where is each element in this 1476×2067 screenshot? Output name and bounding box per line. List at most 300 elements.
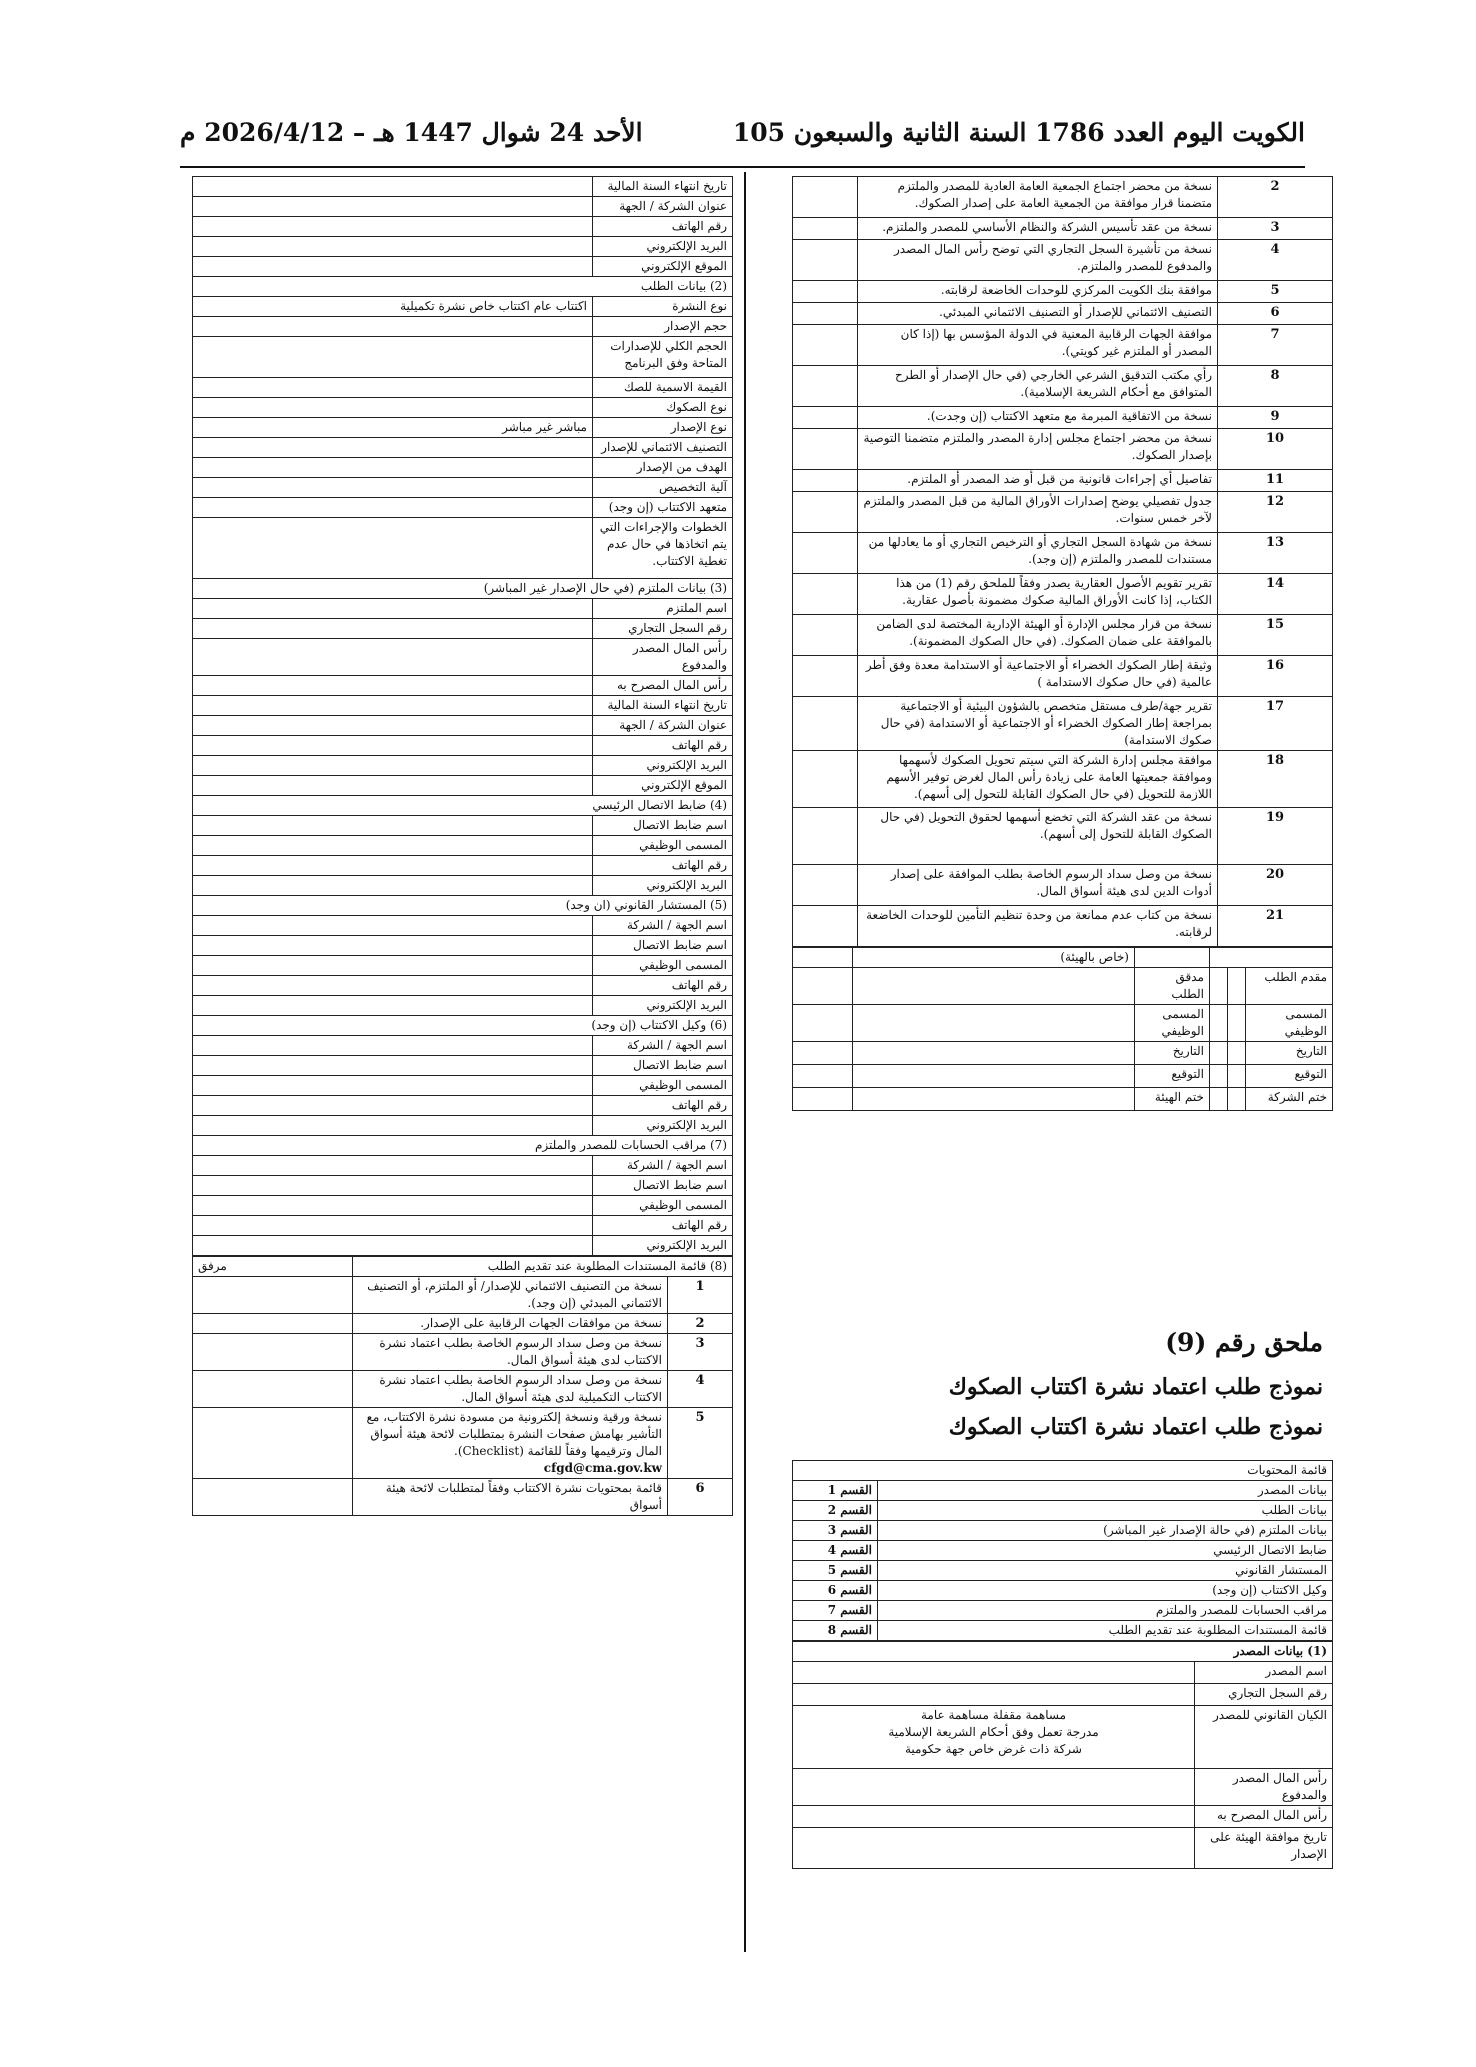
- docs8-row: [192, 1371, 732, 1408]
- form-value[interactable]: [193, 756, 593, 776]
- docs8-text: [352, 1371, 667, 1408]
- doc-text: نسخة من محضر اجتماع مجلس إدارة المصدر والملتزم متضمنا التوصية بإصدار الصكوك.: [858, 429, 1218, 470]
- header-rule: [180, 166, 1305, 168]
- docs8-header: (8) قائمة المستندات المطلوبة عند تقديم الطلب: [352, 1257, 732, 1277]
- form-row: [193, 197, 733, 217]
- sign-box: [1209, 1088, 1227, 1111]
- section-row: [193, 277, 733, 297]
- left-form: [193, 176, 733, 1516]
- form-value[interactable]: [193, 676, 593, 696]
- form-row: [193, 498, 733, 518]
- form-label: رأس المال المصرح به: [593, 676, 733, 696]
- doc-text: نسخة من وصل سداد الرسوم الخاصة بطلب الموافقة على إصدار أدوات الدين لدى هيئة أسواق المال.: [858, 865, 1218, 906]
- doc-number: 20: [1218, 865, 1333, 906]
- authority-label: التوقيع: [1134, 1065, 1209, 1088]
- authority-value: [852, 1042, 1134, 1065]
- doc-row: [793, 218, 1333, 240]
- doc-number: 5: [1218, 281, 1333, 303]
- form-label: البريد الإلكتروني: [593, 1116, 733, 1136]
- doc-number: 19: [1218, 808, 1333, 865]
- form-value[interactable]: [193, 438, 593, 458]
- contents-row: [793, 1601, 1333, 1621]
- section-label: (5) المستشار القانوني (ان وجد): [193, 896, 733, 916]
- form-value[interactable]: [193, 1216, 593, 1236]
- form-label: الحجم الكلي للإصدارات المتاحة وفق البرنامج: [593, 337, 733, 378]
- sign-spacer: [792, 948, 852, 968]
- left-form-table: [192, 176, 733, 1256]
- contents-row: [793, 1521, 1333, 1541]
- form-label: المسمى الوظيفي: [593, 836, 733, 856]
- sign-box: [1228, 1065, 1246, 1088]
- form-label: اسم الجهة / الشركة: [593, 1156, 733, 1176]
- issuer-value: [792, 1769, 1194, 1806]
- form-value[interactable]: [193, 1096, 593, 1116]
- form-label: القيمة الاسمية للصك: [593, 378, 733, 398]
- doc-number: 6: [1218, 303, 1333, 325]
- form-row: [193, 317, 733, 337]
- contents-section: القسم 3: [793, 1521, 878, 1541]
- contents-label: بيانات الطلب: [878, 1501, 1333, 1521]
- doc-row: [793, 407, 1333, 429]
- doc-text: التصنيف الائتماني للإصدار أو التصنيف الائتماني المبدئي.: [858, 303, 1218, 325]
- doc-attach-cell: [793, 808, 858, 865]
- doc-text: نسخة من قرار مجلس الإدارة أو الهيئة الإدارية المختصة لدى الضامن بالموافقة على ضمان الصكوك. (في حال الصكوك المضمونة).: [858, 615, 1218, 656]
- form-label: البريد الإلكتروني: [593, 237, 733, 257]
- form-label: الموقع الإلكتروني: [593, 776, 733, 796]
- docs8-number: 6: [668, 1479, 733, 1516]
- form-label: رقم الهاتف: [593, 736, 733, 756]
- docs8-attach-cell[interactable]: [192, 1314, 352, 1334]
- contents-row: [793, 1481, 1333, 1501]
- contents-label: وكيل الاكتتاب (إن وجد): [878, 1581, 1333, 1601]
- authority-value: [852, 1088, 1134, 1111]
- form-row: [193, 696, 733, 716]
- annex-subtitle-2: نموذج طلب اعتماد نشرة اكتتاب الصكوك: [948, 1414, 1323, 1440]
- docs8-text-body: نسخة من وصل سداد الرسوم الخاصة بطلب اعتماد نشرة الاكتتاب التكميلية لدى هيئة أسواق المال.: [379, 1373, 662, 1404]
- contents-section: القسم 6: [793, 1581, 878, 1601]
- authority-value: [852, 968, 1134, 1005]
- form-row: [193, 1096, 733, 1116]
- form-value[interactable]: مباشر غير مباشر: [193, 418, 593, 438]
- applicant-label: التاريخ: [1246, 1042, 1333, 1065]
- form-row: [193, 378, 733, 398]
- form-label: اسم ضابط الاتصال: [593, 936, 733, 956]
- form-row: [193, 956, 733, 976]
- sign-box: [1228, 1005, 1246, 1042]
- form-label: الهدف من الإصدار: [593, 458, 733, 478]
- form-row: [193, 237, 733, 257]
- form-value[interactable]: [193, 217, 593, 237]
- contents-label: بيانات الملتزم (في حالة الإصدار غير المباشر): [878, 1521, 1333, 1541]
- sign-row: [792, 1042, 1332, 1065]
- form-label: البريد الإلكتروني: [593, 1236, 733, 1256]
- form-row: [193, 599, 733, 619]
- form-label: اسم الجهة / الشركة: [593, 916, 733, 936]
- doc-row: [793, 470, 1333, 492]
- right-docs-table: [792, 176, 1333, 947]
- form-value[interactable]: [193, 619, 593, 639]
- form-row: [193, 776, 733, 796]
- docs8-text: [352, 1334, 667, 1371]
- docs8-row: [192, 1479, 732, 1516]
- doc-number: 11: [1218, 470, 1333, 492]
- doc-row: [793, 865, 1333, 906]
- form-label: متعهد الاكتتاب (إن وجد): [593, 498, 733, 518]
- authority-label: التاريخ: [1134, 1042, 1209, 1065]
- docs8-number: 2: [668, 1314, 733, 1334]
- form-label: تاريخ انتهاء السنة المالية: [593, 696, 733, 716]
- form-row: [193, 337, 733, 378]
- form-row: [193, 1176, 733, 1196]
- issuer-label: رأس المال المصدر والمدفوع: [1195, 1769, 1333, 1806]
- form-row: [193, 438, 733, 458]
- doc-attach-cell: [793, 325, 858, 366]
- sign-box: [1209, 968, 1227, 1005]
- contents-section: القسم 2: [793, 1501, 878, 1521]
- doc-attach-cell: [793, 407, 858, 429]
- doc-number: 12: [1218, 492, 1333, 533]
- form-label: عنوان الشركة / الجهة: [593, 197, 733, 217]
- sign-box: [792, 1088, 852, 1111]
- doc-number: 4: [1218, 240, 1333, 281]
- doc-row: [793, 751, 1333, 808]
- section-label: (4) ضابط الاتصال الرئيسي: [193, 796, 733, 816]
- doc-text: نسخة من محضر اجتماع الجمعية العامة العادية للمصدر والملتزم متضمنا قرار موافقة من الجمعية العامة على إصدار الصكوك.: [858, 177, 1218, 218]
- form-row: [193, 976, 733, 996]
- form-row: [193, 619, 733, 639]
- issuer-value: [792, 1828, 1194, 1869]
- doc-attach-cell: [793, 656, 858, 697]
- form-label: رقم الهاتف: [593, 1216, 733, 1236]
- contents-row: [793, 1581, 1333, 1601]
- form-value[interactable]: [193, 337, 593, 378]
- form-value[interactable]: [193, 816, 593, 836]
- form-value[interactable]: [193, 956, 593, 976]
- doc-row: [793, 492, 1333, 533]
- column-divider: [744, 172, 746, 1952]
- doc-text: جدول تفصيلي يوضح إصدارات الأوراق المالية من قبل المصدر والملتزم لآخر خمس سنوات.: [858, 492, 1218, 533]
- doc-number: 14: [1218, 574, 1333, 615]
- issuer-row: [792, 1706, 1332, 1769]
- contents-label: ضابط الاتصال الرئيسي: [878, 1541, 1333, 1561]
- form-value[interactable]: [193, 836, 593, 856]
- form-value[interactable]: [193, 458, 593, 478]
- contents-header: قائمة المحتويات: [793, 1461, 1333, 1481]
- form-row: [193, 458, 733, 478]
- sign-row: [792, 968, 1332, 1005]
- doc-number: 18: [1218, 751, 1333, 808]
- form-row: [193, 1236, 733, 1256]
- issuer-label: تاريخ موافقة الهيئة على الإصدار: [1195, 1828, 1333, 1869]
- doc-text: وثيقة إطار الصكوك الخضراء أو الاجتماعية أو الاستدامة معدة وفق أطر عالمية (في حال صكوك الاستدامة ): [858, 656, 1218, 697]
- form-row: [193, 257, 733, 277]
- form-label: الخطوات والإجراءات التي يتم اتخاذها في حال عدم تغطية الاكتتاب.: [593, 518, 733, 579]
- doc-number: 21: [1218, 906, 1333, 947]
- form-value[interactable]: [193, 518, 593, 579]
- form-value[interactable]: [193, 257, 593, 277]
- doc-text: نسخة من الاتفاقية المبرمة مع متعهد الاكتتاب (إن وجدت).: [858, 407, 1218, 429]
- form-value[interactable]: [193, 1036, 593, 1056]
- docs8-attach-cell[interactable]: [192, 1408, 352, 1479]
- sign-spacer: [1134, 948, 1209, 968]
- form-value[interactable]: [193, 317, 593, 337]
- form-row: [193, 1036, 733, 1056]
- form-value[interactable]: [193, 856, 593, 876]
- contents-block: [793, 1460, 1333, 1869]
- sign-box: [1209, 1005, 1227, 1042]
- form-value[interactable]: [193, 599, 593, 619]
- sign-box: [1228, 968, 1246, 1005]
- form-label: رقم الهاتف: [593, 856, 733, 876]
- doc-attach-cell: [793, 906, 858, 947]
- doc-row: [793, 574, 1333, 615]
- form-value[interactable]: [193, 1116, 593, 1136]
- doc-attach-cell: [793, 470, 858, 492]
- docs8-attach-cell[interactable]: [192, 1371, 352, 1408]
- doc-text: موافقة مجلس إدارة الشركة التي سيتم تحويل الصكوك لأسهمها وموافقة جمعيتها العامة على زيادة رأس المال لغرض توفير الأسهم اللازمة للتحويل (في حال الصكوك القابلة للتحول إلى أسهم).: [858, 751, 1218, 808]
- section-row: [193, 896, 733, 916]
- form-label: رأس المال المصدر والمدفوع: [593, 639, 733, 676]
- doc-attach-cell: [793, 533, 858, 574]
- issuer-label: اسم المصدر: [1195, 1662, 1333, 1684]
- docs8-row: [192, 1314, 732, 1334]
- section-row: [193, 1136, 733, 1156]
- section-label: (6) وكيل الاكتتاب (إن وجد): [193, 1016, 733, 1036]
- contents-section: القسم 1: [793, 1481, 878, 1501]
- form-label: التصنيف الائتماني للإصدار: [593, 438, 733, 458]
- docs8-text: [352, 1314, 667, 1334]
- annex-subtitle-1: نموذج طلب اعتماد نشرة اكتتاب الصكوك: [948, 1374, 1323, 1400]
- doc-text: موافقة الجهات الرقابية المعنية في الدولة المؤسس بها (إذا كان المصدر أو الملتزم غير كويتي).: [858, 325, 1218, 366]
- form-label: رقم السجل التجاري: [593, 619, 733, 639]
- issuer-row: [792, 1769, 1332, 1806]
- docs8-text: [352, 1277, 667, 1314]
- docs8-number: 1: [668, 1277, 733, 1314]
- form-row: [193, 736, 733, 756]
- form-value[interactable]: [193, 936, 593, 956]
- form-label: البريد الإلكتروني: [593, 756, 733, 776]
- docs8-text-body: نسخة من موافقات الجهات الرقابية على الإصدار.: [420, 1316, 662, 1330]
- form-value[interactable]: [193, 177, 593, 197]
- contents-row: [793, 1541, 1333, 1561]
- doc-row: [793, 366, 1333, 407]
- form-row: [193, 1056, 733, 1076]
- form-label: المسمى الوظيفي: [593, 956, 733, 976]
- form-label: رقم الهاتف: [593, 976, 733, 996]
- docs8-text: [352, 1408, 667, 1479]
- form-value[interactable]: [193, 1236, 593, 1256]
- form-row: [193, 716, 733, 736]
- doc-row: [793, 303, 1333, 325]
- doc-attach-cell: [793, 303, 858, 325]
- issue-date: الأحد 24 شوال 1447 هـ – 2026/4/12 م: [180, 118, 643, 147]
- sign-header-row: [792, 948, 1332, 968]
- form-row: [193, 756, 733, 776]
- applicant-label: التوقيع: [1246, 1065, 1333, 1088]
- form-label: نوع الصكوك: [593, 398, 733, 418]
- form-label: آلية التخصيص: [593, 478, 733, 498]
- doc-row: [793, 429, 1333, 470]
- form-value[interactable]: [193, 398, 593, 418]
- authority-label: ختم الهيئة: [1134, 1088, 1209, 1111]
- issuer-row: [792, 1806, 1332, 1828]
- docs8-number: 3: [668, 1334, 733, 1371]
- form-row: [193, 836, 733, 856]
- doc-row: [793, 325, 1333, 366]
- form-label: اسم ضابط الاتصال: [593, 816, 733, 836]
- form-value[interactable]: [193, 478, 593, 498]
- form-row: [193, 856, 733, 876]
- authority-label: المسمى الوظيفي: [1134, 1005, 1209, 1042]
- doc-attach-cell: [793, 240, 858, 281]
- email-link[interactable]: cfgd@cma.gov.kw: [543, 1461, 662, 1475]
- section-row: [193, 579, 733, 599]
- page-number: 105: [732, 118, 785, 147]
- section-label: (2) بيانات الطلب: [193, 277, 733, 297]
- right-doc-list: [793, 176, 1333, 1111]
- form-label: تاريخ انتهاء السنة المالية: [593, 177, 733, 197]
- docs8-row: [192, 1408, 732, 1479]
- form-value[interactable]: [193, 1056, 593, 1076]
- issuer-label: رأس المال المصرح به: [1195, 1806, 1333, 1828]
- form-value[interactable]: [193, 639, 593, 676]
- doc-number: 13: [1218, 533, 1333, 574]
- docs8-number: 4: [668, 1371, 733, 1408]
- docs8-table: [192, 1256, 733, 1516]
- doc-number: 15: [1218, 615, 1333, 656]
- doc-text: نسخة من عقد تأسيس الشركة والنظام الأساسي للمصدر والملتزم.: [858, 218, 1218, 240]
- docs8-attach-cell[interactable]: [192, 1334, 352, 1371]
- doc-row: [793, 615, 1333, 656]
- form-value[interactable]: [193, 976, 593, 996]
- sign-box: [1228, 1042, 1246, 1065]
- issuer-row: [792, 1828, 1332, 1869]
- doc-number: 7: [1218, 325, 1333, 366]
- contents-label: بيانات المصدر: [878, 1481, 1333, 1501]
- docs8-text-body: نسخة من التصنيف الائتماني للإصدار/ أو الملتزم، أو التصنيف الائتماني المبدئي (إن وجد).: [367, 1279, 662, 1310]
- doc-row: [793, 177, 1333, 218]
- sign-box: [792, 1065, 852, 1088]
- form-value[interactable]: [193, 1156, 593, 1176]
- docs8-number: 5: [668, 1408, 733, 1479]
- doc-attach-cell: [793, 574, 858, 615]
- doc-text: نسخة من شهادة السجل التجاري أو الترخيص التجاري أو ما يعادلها من مستندات للمصدر والملتزم (إن وجد).: [858, 533, 1218, 574]
- doc-attach-cell: [793, 697, 858, 751]
- contents-label: مراقب الحسابات للمصدر والملتزم: [878, 1601, 1333, 1621]
- form-row: [193, 518, 733, 579]
- form-value[interactable]: اكتتاب عام اكتتاب خاص نشرة تكميلية: [193, 297, 593, 317]
- form-row: [193, 478, 733, 498]
- form-value[interactable]: [193, 716, 593, 736]
- form-row: [193, 1076, 733, 1096]
- doc-row: [793, 281, 1333, 303]
- form-label: نوع الإصدار: [593, 418, 733, 438]
- form-value[interactable]: [193, 736, 593, 756]
- section-row: [193, 1016, 733, 1036]
- form-value[interactable]: [193, 1196, 593, 1216]
- applicant-label: ختم الشركة: [1246, 1088, 1333, 1111]
- doc-number: 17: [1218, 697, 1333, 751]
- form-value[interactable]: [193, 776, 593, 796]
- form-value[interactable]: [193, 876, 593, 896]
- doc-text: تقرير جهة/طرف مستقل متخصص بالشؤون البيئية أو الاجتماعية بمراجعة إطار الصكوك الخضراء أو الاجتماعية أو الاستدامة (في حال صكوك الاستدامة): [858, 697, 1218, 751]
- form-row: [193, 297, 733, 317]
- docs8-attach-cell[interactable]: [192, 1479, 352, 1516]
- form-value[interactable]: [193, 696, 593, 716]
- form-row: [193, 816, 733, 836]
- issuer-table: [792, 1641, 1333, 1869]
- form-value[interactable]: [193, 916, 593, 936]
- form-label: عنوان الشركة / الجهة: [593, 716, 733, 736]
- form-row: [193, 639, 733, 676]
- form-row: [193, 1116, 733, 1136]
- doc-text: نسخة من تأشيرة السجل التجاري التي توضح رأس المال المصدر والمدفوع للمصدر والملتزم.: [858, 240, 1218, 281]
- form-row: [193, 177, 733, 197]
- doc-row: [793, 656, 1333, 697]
- contents-label: المستشار القانوني: [878, 1561, 1333, 1581]
- gazette-title: الكويت اليوم العدد 1786 السنة الثانية والسبعون: [793, 118, 1305, 147]
- doc-row: [793, 533, 1333, 574]
- form-label: المسمى الوظيفي: [593, 1196, 733, 1216]
- form-value[interactable]: [193, 197, 593, 217]
- contents-row: [793, 1501, 1333, 1521]
- form-label: اسم الجهة / الشركة: [593, 1036, 733, 1056]
- annex-title: ملحق رقم (9): [1165, 1328, 1323, 1357]
- annex-heading: [793, 1325, 1323, 1447]
- docs8-text: [352, 1479, 667, 1516]
- doc-attach-cell: [793, 429, 858, 470]
- section-row: [193, 796, 733, 816]
- issuer-value: [792, 1806, 1194, 1828]
- issuer-header: (1) بيانات المصدر: [792, 1642, 1332, 1662]
- doc-text: تقرير تقويم الأصول العقارية يصدر وفقاً للملحق رقم (1) من هذا الكتاب، إذا كانت الأوراق المالية صكوك مضمونة بأصول عقارية.: [858, 574, 1218, 615]
- docs8-attach-cell[interactable]: [192, 1277, 352, 1314]
- doc-attach-cell: [793, 177, 858, 218]
- sign-box: [792, 1042, 852, 1065]
- form-value[interactable]: [193, 996, 593, 1016]
- form-value[interactable]: [193, 378, 593, 398]
- doc-number: 8: [1218, 366, 1333, 407]
- doc-number: 3: [1218, 218, 1333, 240]
- sign-row: [792, 1088, 1332, 1111]
- doc-row: [793, 240, 1333, 281]
- section-label: (7) مراقب الحسابات للمصدر والملتزم: [193, 1136, 733, 1156]
- form-value[interactable]: [193, 237, 593, 257]
- doc-number: 9: [1218, 407, 1333, 429]
- issuer-row: [792, 1684, 1332, 1706]
- issuer-row: [792, 1662, 1332, 1684]
- form-value[interactable]: [193, 1076, 593, 1096]
- form-row: [193, 418, 733, 438]
- form-row: [193, 876, 733, 896]
- form-value[interactable]: [193, 1176, 593, 1196]
- applicant-label: مقدم الطلب: [1246, 968, 1333, 1005]
- sign-box: [1209, 1065, 1227, 1088]
- form-label: حجم الإصدار: [593, 317, 733, 337]
- doc-text: نسخة من عقد الشركة التي تخضع أسهمها لحقوق التحويل (في حال الصكوك القابلة للتحول إلى أسهم).: [858, 808, 1218, 865]
- docs8-text-body: نسخة من وصل سداد الرسوم الخاصة بطلب اعتماد نشرة الاكتتاب لدى هيئة أسواق المال.: [379, 1336, 662, 1367]
- authority-value: [852, 1065, 1134, 1088]
- form-label: البريد الإلكتروني: [593, 876, 733, 896]
- attach-label: مرفق: [192, 1257, 352, 1277]
- form-value[interactable]: [193, 498, 593, 518]
- form-label: اسم الملتزم: [593, 599, 733, 619]
- authority-label: مدقق الطلب: [1134, 968, 1209, 1005]
- form-row: [193, 676, 733, 696]
- form-row: [193, 936, 733, 956]
- doc-number: 16: [1218, 656, 1333, 697]
- issuer-label: رقم السجل التجاري: [1195, 1684, 1333, 1706]
